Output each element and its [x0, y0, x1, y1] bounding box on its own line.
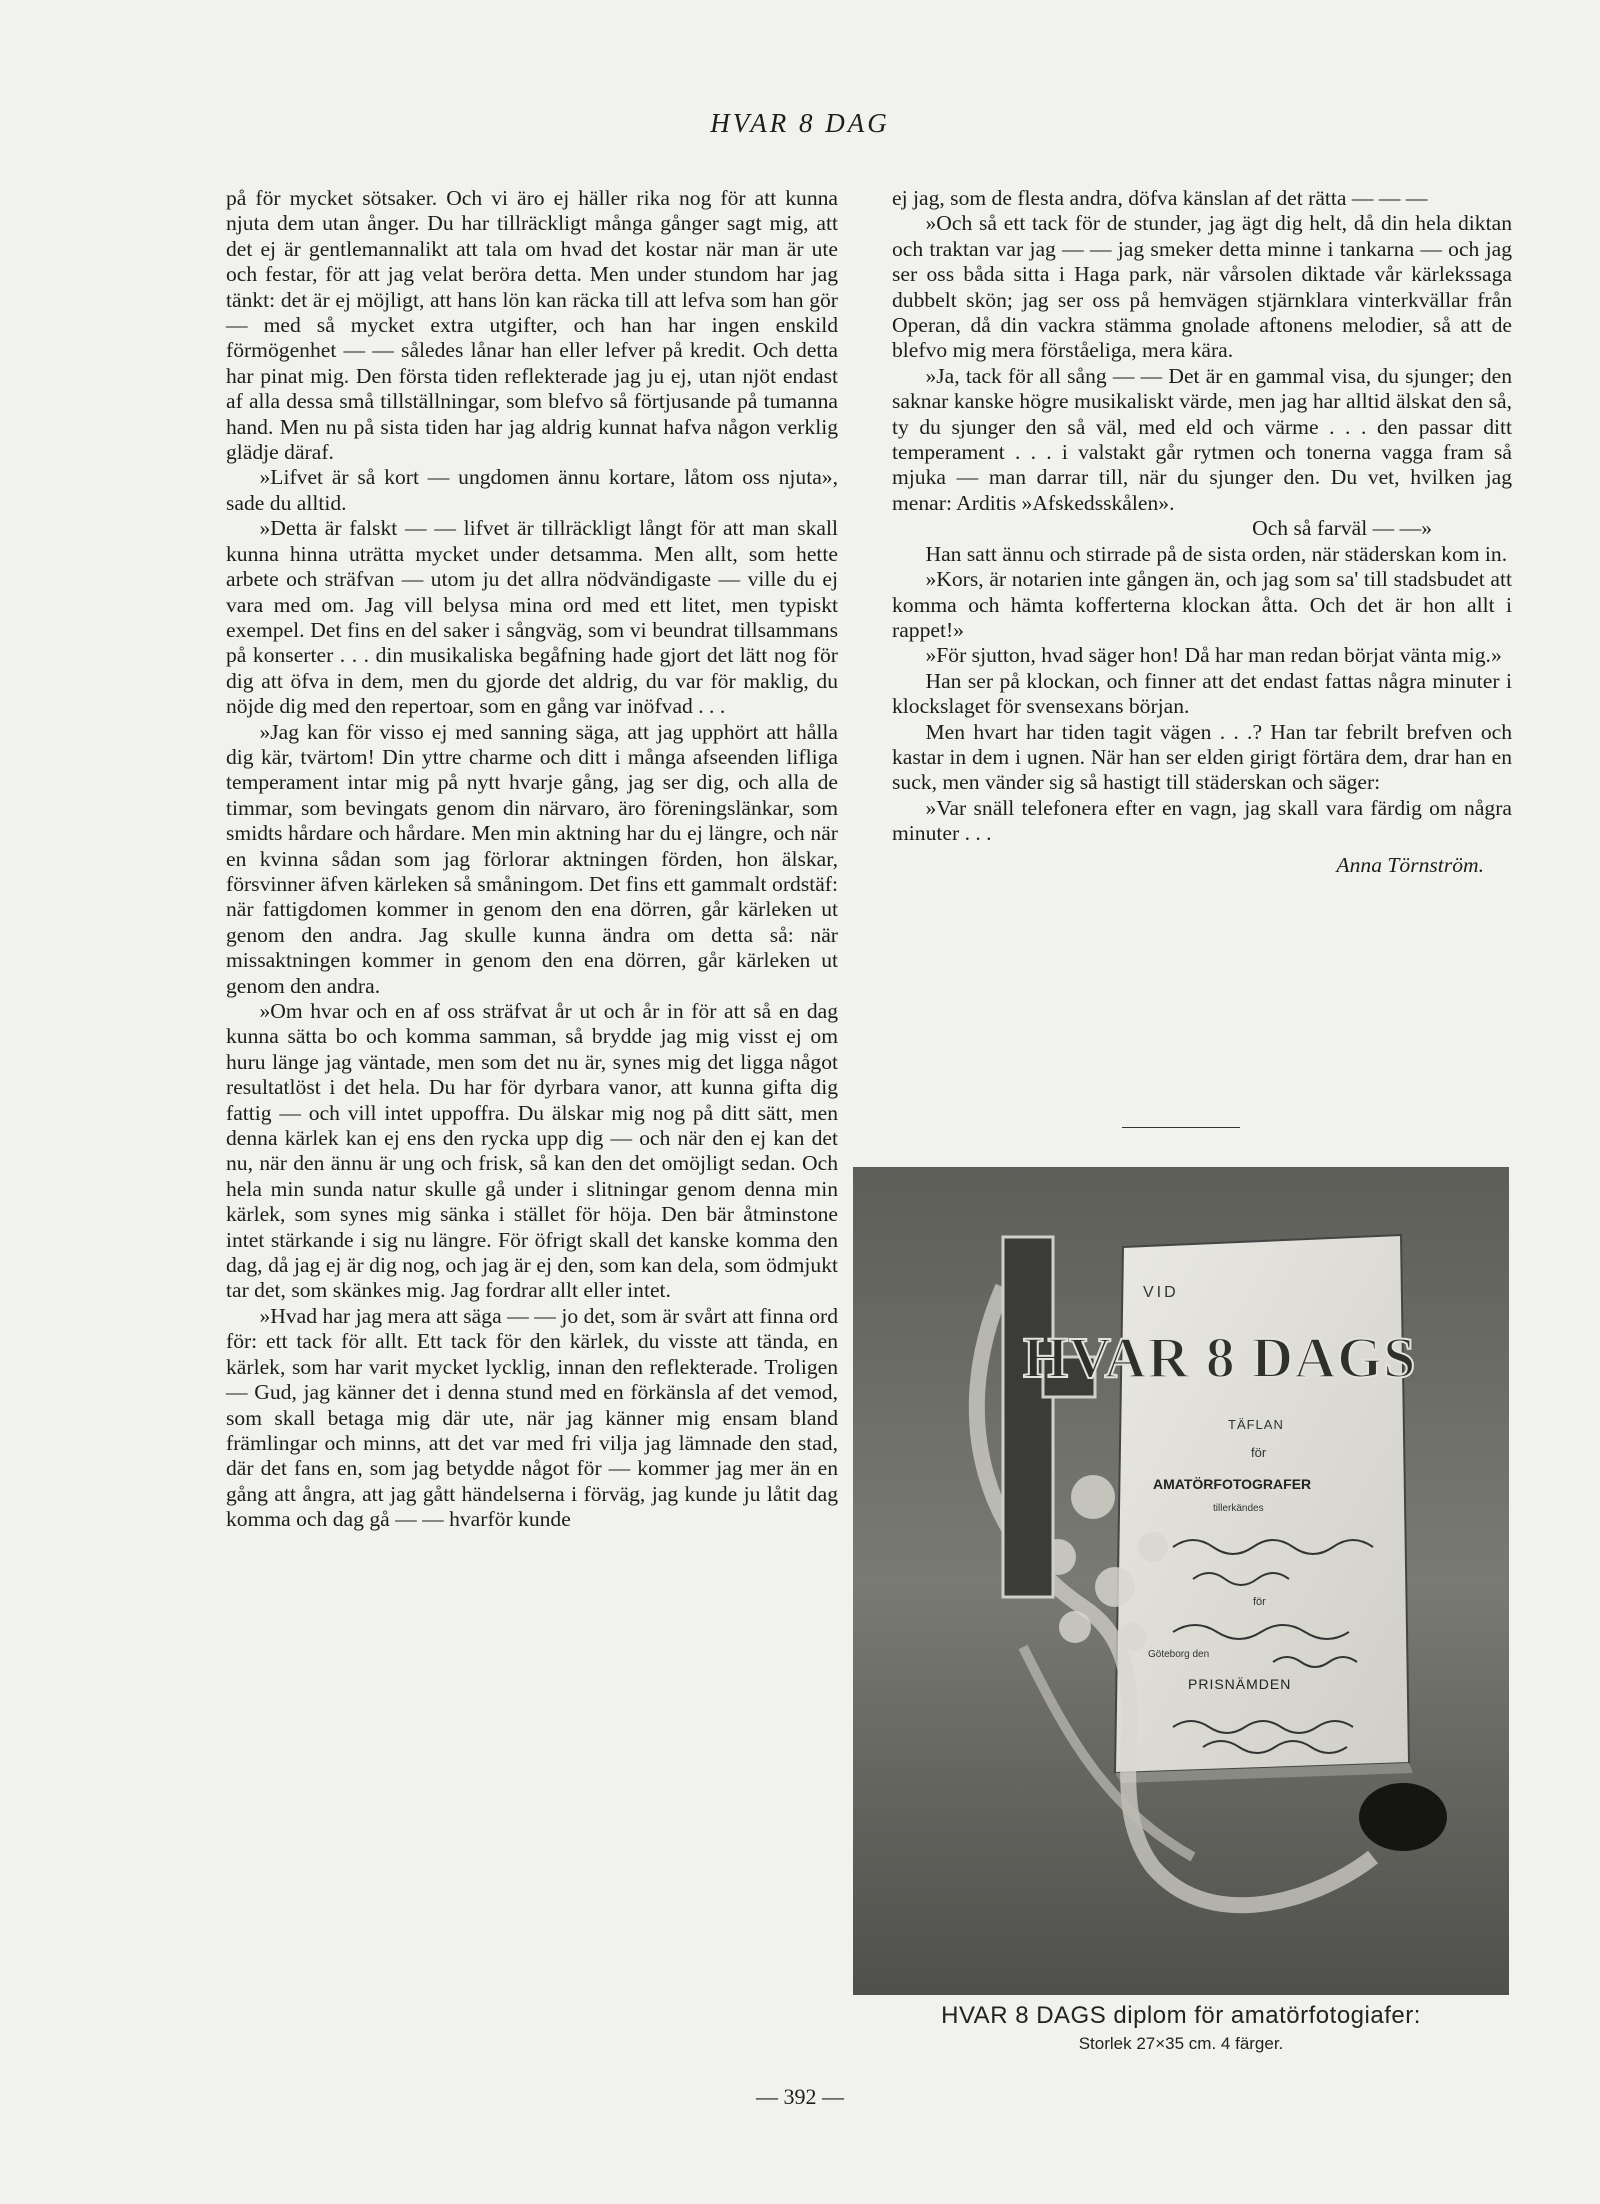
diploma-for2: för	[1253, 1596, 1266, 1608]
author-signature: Anna Törnström.	[1336, 852, 1484, 877]
section-divider	[1122, 1127, 1240, 1128]
caption-size: Storlek 27×35 cm. 4 färger.	[1078, 2034, 1284, 2053]
paragraph: »För sjutton, hvad säger hon! Då har man redan börjat vänta mig.»	[925, 643, 1502, 668]
diploma-image	[853, 1167, 1509, 1995]
paragraph: »Lifvet är så kort — ungdomen ännu kortare, låtom oss njuta», sade du alltid.	[226, 465, 838, 515]
page-number: — 392 —	[756, 2084, 844, 2109]
diploma-for: för	[1251, 1445, 1267, 1460]
paragraph: »Ja, tack för all sång — — Det är en gammal visa, du sjunger; den saknar kanske högre musikaliskt värde, men jag har alltid älskat den så, ty du sjunger den så väl, med eld och värme . . . den passar ditt temperament . . . i valstakt går rytmen och tonerna vagga fram så mjuka — man darrar till, när du sjunger den. Du vet, hvilken jag menar: Arditis »Afskedsskålen».	[892, 363, 1512, 515]
caption-title: HVAR 8 DAGS diplom för amatörfotogiafer:	[941, 2002, 1421, 2029]
paragraph: Han satt ännu och stirrade på de sista orden, när städerskan kom in.	[925, 541, 1508, 566]
left-column	[226, 186, 838, 1533]
diploma-illustration	[853, 1167, 1509, 1995]
figure-caption	[853, 2002, 1509, 2054]
paragraph: ej jag, som de flesta andra, döfva känslan af det rätta — — —	[892, 186, 1428, 210]
right-column	[892, 186, 1512, 878]
diploma-amatorfotografer: AMATÖRFOTOGRAFER	[1153, 1476, 1312, 1492]
diploma-title: HVAR 8 DAGS	[1023, 1325, 1417, 1390]
paragraph: »Om hvar och en af oss sträfvat år ut och år in för att så en dag kunna sätta bo och komma samman, så brydde jag mig visst ej om huru länge jag väntade, men som det nu är, synes mig det ligga något resultatlöst i det hela. Du har för dyrbara vanor, att kunna gifta dig fattig — och vill intet uppoffra. Du älskar mig nog på ditt sätt, men denna kärlek kan ej ens den rycka upp dig — och när den ej kan det nu, när den ännu är ung och frisk, så kan den det omöjligt sedan. Och hela min sunda natur skulle gå under i slitningar genom denna min kärlek, som synes mig sänka i stället för höja. Den bär åtminstone intet stärkande i sig nu längre. För öfrigt skall det kanske komma den dag, då jag ej är dig nog, och jag är ej den, som kan dela, som ödmjukt tar det, som skänkes mig. Jag fordrar allt eller intet.	[226, 999, 838, 1303]
paragraph: »Hvad har jag mera att säga — — jo det, som är svårt att finna ord för: ett tack för allt. Ett tack för den kärlek, du visste att tända, en kärlek, som har varit mycket lycklig, innan den reflekterade. Troligen — Gud, jag känner det i denna stund med en förkänsla af det vemod, som skall betaga mig där ute, när jag känner mig ensam bland främlingar och minns, att det var med fri vilja jag lämnade den stad, där det fans en, som jag betydde något för — kommer jag mer än en gång att ångra, att jag gått händelserna i förväg, jag kunde ju låtit dag komma och dag gå — — hvarför kunde	[226, 1303, 838, 1532]
paragraph: på för mycket sötsaker. Och vi äro ej häller rika nog för att kunna njuta dem utan ånger. Du har tillräckligt många gånger sagt mig, att det ej är gentlemannalikt att tala om hvad det kostar när man är ute och festar, för att jag velat beröra detta. Men under stundom har jag tänkt: det är ej möjligt, att hans lön kan räcka till att lefva som han gör — med så mycket extra utgifter, och han har ingen enskild förmögenhet — — således lånar han eller lefver på kredit. Och detta har pinat mig. Den första tiden reflekterade jag ju ej, utan njöt endast af alla dessa små tillställningar, som blefvo så förtjusande på tumanna hand. Men nu på sista tiden har jag aldrig kunnat hafva någon verklig glädje däraf.	[226, 186, 838, 465]
paragraph: »Kors, är notarien inte gången än, och jag som sa' till stadsbudet att komma och hämta kofferterna klockan åtta. Och det är hon allt i rappet!»	[892, 567, 1512, 642]
paragraph: »Detta är falskt — — lifvet är tillräckligt långt för att man skall kunna hinna uträtta mycket under detsamma. Men allt, som hette arbete och sträfvan — utom ju det allra nödvändigaste — ville du ej vara med om. Jag vill belysa mina ord med ett litet, men typiskt exempel. Det fins en del saker i sångväg, som vi beundrat tillsammans på konserter . . . din musikaliska begåfning hade gjort det lätt nog för dig att öfva in dem, men du gjorde det aldrig, du var för maklig, du nöjde dig med den repertoar, som en gång var inöfvad . . .	[226, 516, 838, 719]
diploma-tillerkandes: tillerkändes	[1213, 1503, 1264, 1514]
paragraph: »Jag kan för visso ej med sanning säga, att jag upphört att hålla dig kär, tvärtom! Din yttre charme och ditt i många afseenden lifliga temperament intar mig på nytt hvarje gång, jag ser dig, och alla de timmar, som bevingats genom din närvaro, äro föreningslänkar, som smidts hårdare och hårdare. Men min aktning har du ej längre, och när en kvinna sådan som jag förlorar aktningen förden, hon älskar, försvinner äfven kärleken så småningom. Det fins ett gammalt ordstäf: när fattigdomen kommer in genom den ena dörren, går kärleken ut genom den andra. Jag skulle kunna ändra om detta så: när missaktningen kommer in genom den ena dörren, går kärleken ut genom den andra.	[226, 719, 838, 998]
diploma-goteborg: Göteborg den	[1148, 1649, 1210, 1660]
paragraph: »Och så ett tack för de stunder, jag ägt dig helt, då din hela diktan och traktan var jag — — jag smeker detta minne i tankarna — och jag ser oss båda sitta i Haga park, när vårsolen diktade vår kärlekssaga dubbelt skön; jag ser oss på hemvägen stjärnklara vinterkvällar från Operan, då din vackra stämma gnolade aftonens melodier, så att de blefvo mig mera förståeliga, mera kära.	[892, 211, 1512, 363]
paragraph: Men hvart har tiden tagit vägen . . .? Han tar febrilt brefven och kastar in dem i ugnen. När han ser elden girigt förtära dem, drar han en suck, men vänder sig så hastigt till städerskan och säger:	[892, 719, 1512, 795]
diploma-taflan: TÄFLAN	[1228, 1417, 1284, 1432]
paragraph: Han ser på klockan, och finner att det endast fattas några minuter i klockslaget för svensexans början.	[892, 668, 1512, 719]
diploma-prisnamnden: PRISNÄMDEN	[1188, 1676, 1292, 1692]
running-header: HVAR 8 DAG	[710, 108, 890, 138]
paragraph: Och så farväl — —»	[1252, 516, 1432, 541]
diploma-vid: VID	[1143, 1284, 1179, 1301]
paragraph: »Var snäll telefonera efter en vagn, jag skall vara färdig om några minuter . . .	[892, 795, 1512, 846]
